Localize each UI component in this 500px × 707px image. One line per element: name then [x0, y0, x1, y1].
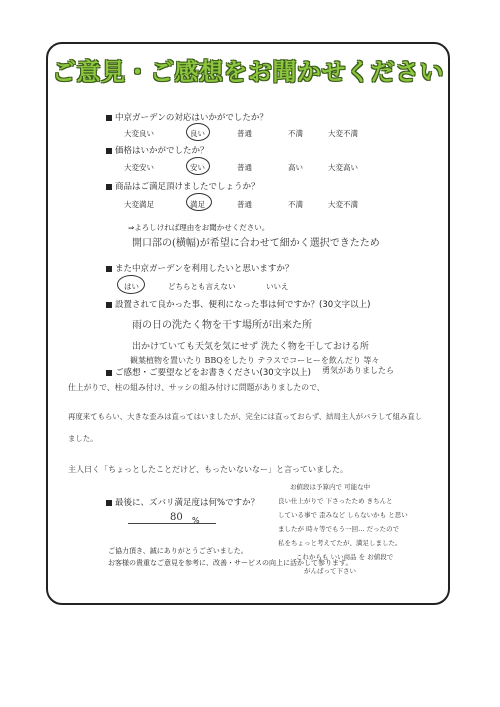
bullet-square-icon: [106, 184, 112, 190]
selection-circle-product: [186, 193, 212, 211]
satisfaction-underline: [128, 523, 216, 524]
comments-extra-note: 勇気がありましたら: [322, 366, 394, 375]
option-service-2[interactable]: 良い: [190, 129, 205, 138]
question-service: 中京ガーデンの対応はいかがでしたか？: [106, 111, 268, 123]
bullet-square-icon: [106, 370, 112, 376]
question-reuse: また中京ガーデンを利用したいと思いますか？: [106, 262, 293, 274]
bullet-square-icon: [106, 500, 112, 506]
satisfaction-value: 80: [170, 512, 183, 523]
comments-answer-line-3: 主人曰く「ちょっとしたことだけど、もったいないなー」と言っていました。: [68, 465, 348, 474]
option-service-4[interactable]: 不満: [288, 129, 303, 138]
question-product: 商品はご満足頂けましたでしょうか？: [106, 180, 260, 192]
option-product-5[interactable]: 大変不満: [328, 200, 358, 209]
option-product-3[interactable]: 普通: [237, 200, 252, 209]
question-benefit: 設置されて良かった事、便利になった事は何ですか？(30文字以上): [106, 298, 370, 310]
selection-circle-price: [186, 157, 210, 175]
option-product-1[interactable]: 大変満足: [124, 200, 154, 209]
footer-thanks: ご協力頂き、誠にありがとうございました。: [108, 547, 248, 555]
side-note-line-1: お値段は予算内で 可能な中: [290, 483, 371, 491]
option-service-3[interactable]: 普通: [237, 129, 252, 138]
footer-note: お客様の貴重なご意見を参考に、改善・サービスの向上に活かして参ります。: [108, 559, 353, 567]
bullet-square-icon: [106, 148, 112, 154]
benefit-answer-line-3: 観葉植物を置いたり BBQをしたり テラスでコーヒーを飲んだり 等々: [130, 356, 380, 365]
option-price-2[interactable]: 安い: [190, 163, 205, 172]
side-note-line-6: これからも いい商品 を お値段で: [296, 553, 394, 561]
bullet-square-icon: [106, 115, 112, 121]
side-note-line-4: ましたが 時々等でもう一回… だったので: [278, 525, 400, 533]
benefit-answer-line-2: 出かけていても天気を気にせず 洗たく物を干しておける所: [132, 342, 369, 352]
side-note-line-3: している事で 歪みなど しらないかも と思い: [278, 511, 408, 519]
question-comments: ご感想・ご要望などをお書きください(30文字以上): [106, 366, 311, 378]
side-note-line-5: 私をちょっと考えてたが、満足しました。: [278, 539, 402, 547]
question-price: 価格はいかがでしたか？: [106, 144, 209, 156]
side-note-line-2: 良い仕上がりで 下さったため きちんと: [278, 497, 393, 505]
reason-answer: 開口部の(横幅)が希望に合わせて細かく選択できたため: [132, 238, 380, 249]
option-product-4[interactable]: 不満: [288, 200, 303, 209]
comments-answer-line-1: 仕上がりで、柱の組み付け、サッシの組み付けに問題がありましたので、: [68, 383, 325, 392]
option-price-5[interactable]: 大変高い: [328, 163, 358, 172]
bullet-square-icon: [106, 266, 112, 272]
option-price-4[interactable]: 高い: [288, 163, 303, 172]
reason-prompt: ⇒よろしければ理由をお聞かせください。: [128, 223, 270, 232]
bullet-square-icon: [106, 302, 112, 308]
comments-answer-line-2: 再度来てもらい、大きな歪みは直ってはいましたが、完全には直っておらず、結局主人がバラして組み直しました。: [68, 412, 423, 443]
option-reuse-2[interactable]: どちらとも言えない: [168, 282, 236, 291]
option-product-2[interactable]: 満足: [190, 200, 205, 209]
option-price-1[interactable]: 大変安い: [124, 163, 154, 172]
option-price-3[interactable]: 普通: [237, 163, 252, 172]
option-service-1[interactable]: 大変良い: [124, 129, 154, 138]
selection-circle-service: [186, 123, 210, 141]
option-service-5[interactable]: 大変不満: [328, 129, 358, 138]
option-reuse-3[interactable]: いいえ: [266, 282, 289, 291]
benefit-answer-line-1: 雨の日の洗たく物を干す場所が出来た所: [132, 320, 312, 331]
question-satisfaction: 最後に、ズバリ満足度は何%ですか？: [106, 496, 259, 508]
option-reuse-1[interactable]: はい: [124, 282, 139, 291]
side-note-line-7: がんばって下さい: [304, 567, 356, 575]
selection-circle-reuse: [117, 275, 145, 294]
satisfaction-unit: %: [192, 516, 200, 525]
page-title: ご意見・ご感想をお聞かせください: [52, 58, 444, 86]
